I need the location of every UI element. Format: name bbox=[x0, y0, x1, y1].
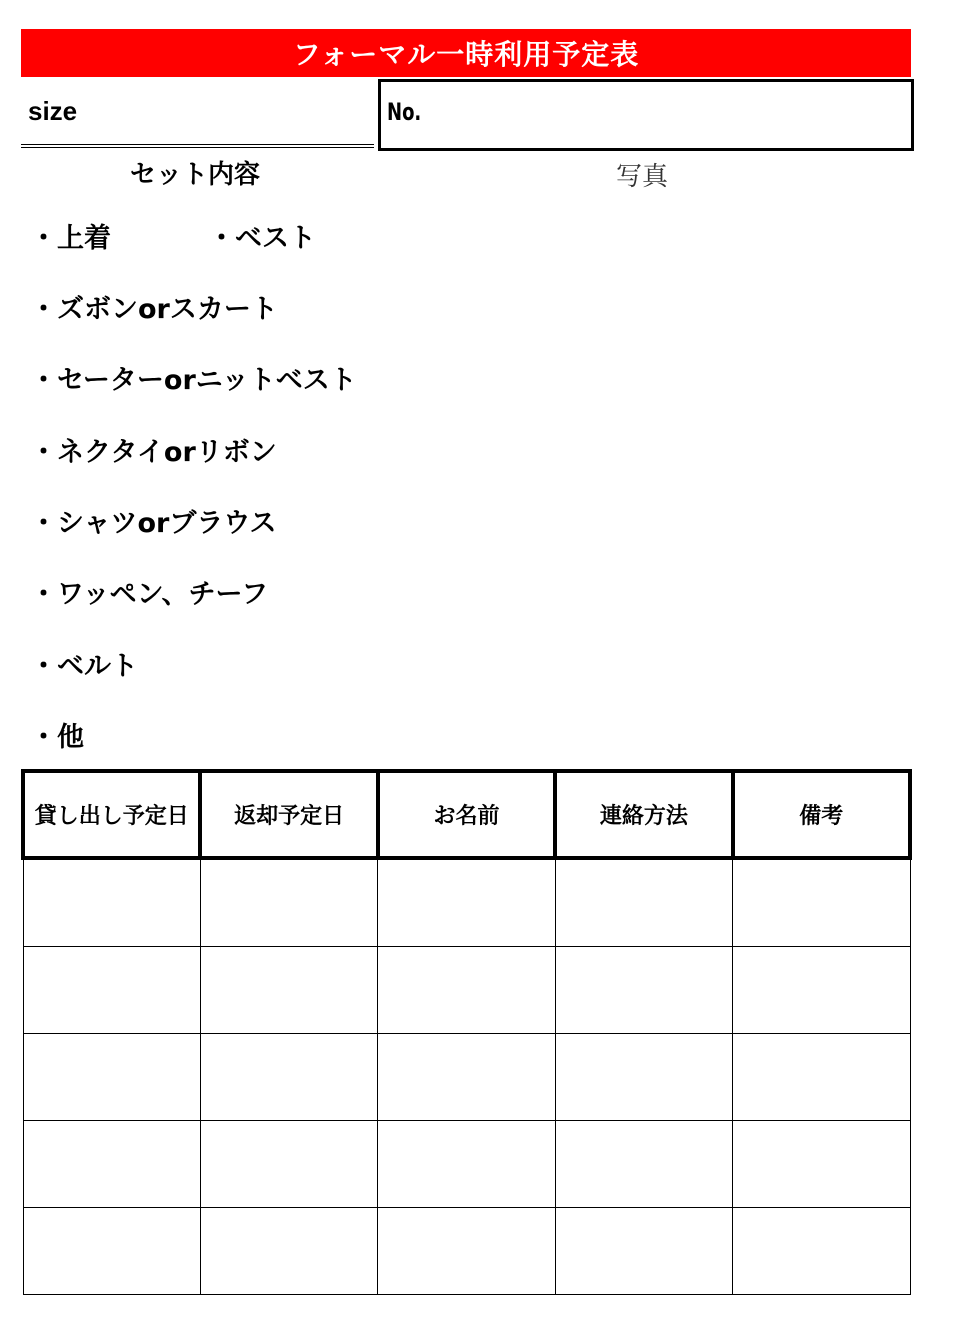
table-cell[interactable] bbox=[733, 947, 910, 1034]
table-row bbox=[23, 947, 910, 1034]
table-cell[interactable] bbox=[378, 947, 555, 1034]
table-cell[interactable] bbox=[733, 1208, 910, 1295]
table-cell[interactable] bbox=[555, 947, 732, 1034]
table-cell[interactable] bbox=[200, 858, 377, 947]
size-label: size bbox=[28, 96, 78, 126]
table-cell[interactable] bbox=[378, 1121, 555, 1208]
table-cell[interactable] bbox=[555, 1208, 732, 1295]
set-item-sweater: ・セーターorニットベスト bbox=[30, 365, 357, 396]
table-cell[interactable] bbox=[23, 858, 200, 947]
column-contact-method: 連絡方法 bbox=[555, 771, 732, 858]
set-item-other: ・他 bbox=[30, 722, 84, 753]
column-return-date: 返却予定日 bbox=[200, 771, 377, 858]
table-row bbox=[23, 1121, 910, 1208]
table-cell[interactable] bbox=[555, 1121, 732, 1208]
table-cell[interactable] bbox=[200, 1034, 377, 1121]
set-item-belt: ・ベルト bbox=[30, 651, 138, 682]
table-header-row bbox=[23, 771, 910, 858]
photo-heading: 写真 bbox=[616, 162, 669, 192]
table-cell[interactable] bbox=[378, 1034, 555, 1121]
table-cell[interactable] bbox=[200, 1208, 377, 1295]
set-item-shirt: ・シャツorブラウス bbox=[30, 508, 277, 539]
form-title: フォーマル一時利用予定表 bbox=[21, 29, 911, 77]
column-name: お名前 bbox=[378, 771, 555, 858]
table-row bbox=[23, 858, 910, 947]
table-cell[interactable] bbox=[23, 1121, 200, 1208]
table-cell[interactable] bbox=[23, 947, 200, 1034]
set-item-jacket: ・上着 bbox=[30, 223, 111, 254]
schedule-table bbox=[21, 769, 912, 1295]
table-cell[interactable] bbox=[555, 1034, 732, 1121]
column-lending-date: 貸し出し予定日 bbox=[23, 771, 200, 858]
table-cell[interactable] bbox=[378, 858, 555, 947]
table-cell[interactable] bbox=[733, 1121, 910, 1208]
set-item-trousers: ・ズボンorスカート bbox=[30, 294, 278, 325]
table-cell[interactable] bbox=[23, 1208, 200, 1295]
set-item-patch: ・ワッペン、チーフ bbox=[30, 579, 269, 610]
set-item-tie: ・ネクタイorリボン bbox=[30, 437, 277, 468]
table-cell[interactable] bbox=[733, 858, 910, 947]
table-cell[interactable] bbox=[200, 1121, 377, 1208]
column-notes: 備考 bbox=[733, 771, 910, 858]
table-cell[interactable] bbox=[200, 947, 377, 1034]
set-contents-heading: セット内容 bbox=[130, 160, 261, 190]
number-label: No. bbox=[387, 98, 422, 126]
table-cell[interactable] bbox=[555, 858, 732, 947]
table-cell[interactable] bbox=[23, 1034, 200, 1121]
table-cell[interactable] bbox=[733, 1034, 910, 1121]
set-item-vest: ・ベスト bbox=[208, 223, 316, 254]
table-row bbox=[23, 1208, 910, 1295]
size-field-underline bbox=[21, 144, 374, 148]
number-field[interactable] bbox=[378, 79, 914, 151]
table-row bbox=[23, 1034, 910, 1121]
table-cell[interactable] bbox=[378, 1208, 555, 1295]
